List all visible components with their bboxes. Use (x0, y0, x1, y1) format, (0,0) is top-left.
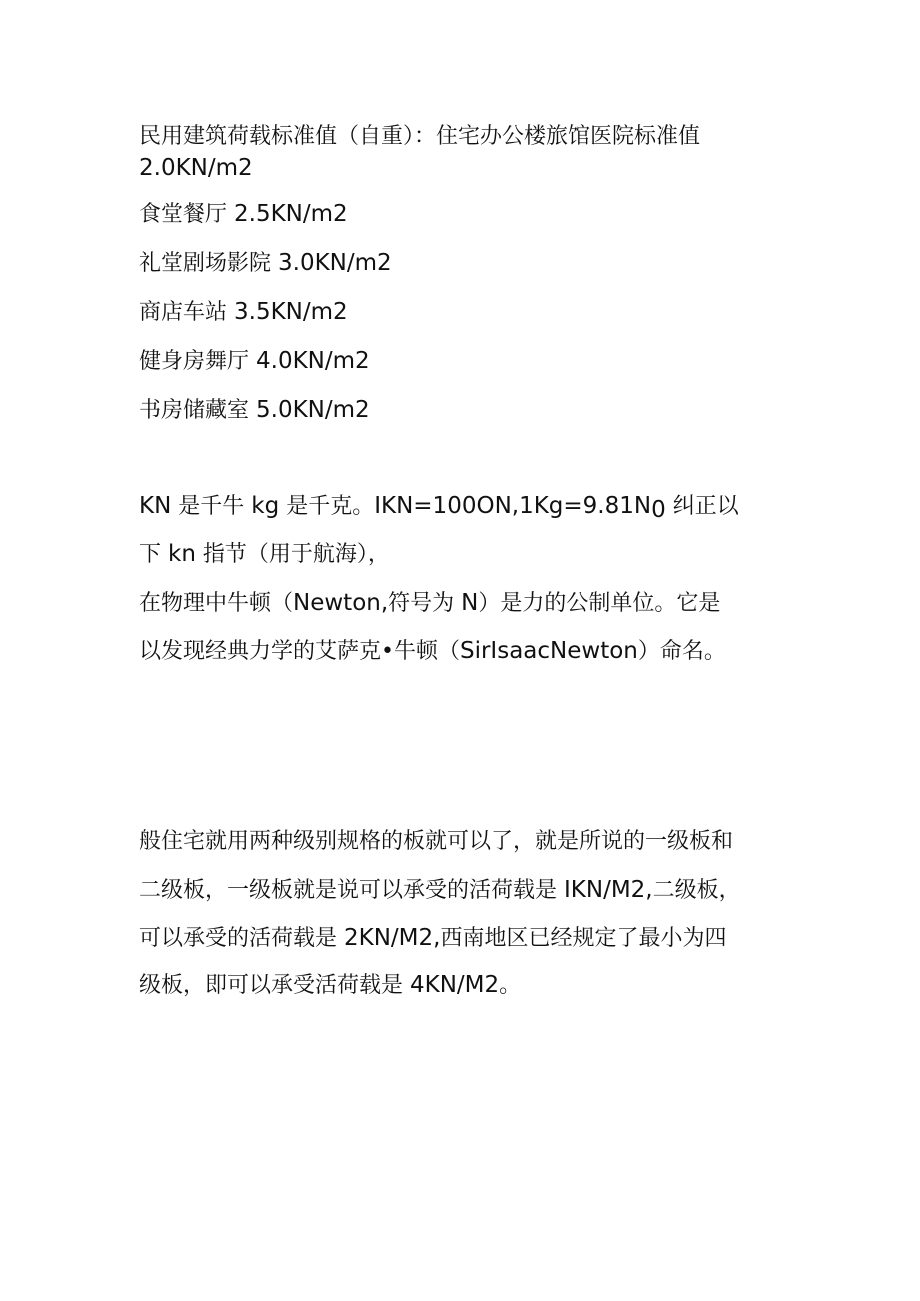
load-item-label: 礼堂剧场影院 (139, 251, 272, 276)
grade4-load: 4KN/M2 (410, 972, 500, 998)
newton-symbol: N (461, 590, 479, 616)
text-segment: 级板，即可以承受活荷载是 (139, 973, 410, 998)
unit-note-line-4 (139, 636, 726, 667)
grade2-load: 2KN/M2, (344, 925, 441, 951)
text-segment: 下 (139, 542, 168, 567)
kn-desc: 是千牛 (171, 494, 252, 519)
load-item-label: 商店车站 (139, 300, 228, 325)
text-segment: 指节（用于航海）， (195, 542, 390, 567)
kg-desc: 是千克。 (279, 494, 375, 519)
load-item-value: 2.5KN/m2 (234, 201, 348, 227)
kn-term: KN (139, 493, 172, 519)
load-item-value: 3.0KN/m2 (278, 250, 392, 276)
load-item-gym (139, 346, 370, 377)
text-segment: 在物理中牛顿（ (139, 591, 294, 616)
grade1-load: IKN/M2, (564, 877, 653, 903)
text-segment: 以发现经典力学的艾萨克•牛顿（ (139, 639, 460, 664)
formula-subscript: 0 (651, 497, 666, 523)
load-item-value: 4.0KN/m2 (256, 348, 370, 374)
kn-knot-term: kn (168, 541, 196, 567)
load-item-canteen (139, 199, 348, 230)
text-segment: 般住宅就用两种级别规格的板就可以了，就是所说的一级板和 (139, 829, 734, 854)
text-segment: 二级板，一级板就是说可以承受的活荷载是 (139, 878, 564, 903)
load-item-study (139, 395, 370, 426)
correction-text: 纠正以 (665, 494, 739, 519)
slab-note-line-1 (139, 827, 733, 857)
load-item-value: 5.0KN/m2 (256, 397, 370, 423)
intro-text: 民用建筑荷载标准值（自重）：住宅办公楼旅馆医院标准值 (139, 124, 701, 149)
newton-fullname: SirIsaacNewton (459, 638, 638, 664)
newton-term: Newton, (293, 590, 389, 616)
text-segment: 二级板， (652, 878, 741, 903)
conversion-formula: IKN=100ON,1Kg=9.81N (374, 493, 652, 519)
text-segment: ）是力的公制单位。它是 (478, 591, 721, 616)
slab-note-line-3 (139, 923, 726, 954)
kg-term: kg (251, 493, 280, 519)
slab-note-line-4 (139, 970, 521, 1001)
intro-value-line (139, 153, 253, 184)
text-segment: 西南地区已经规定了最小为四 (440, 926, 727, 951)
load-item-label: 书房储藏室 (139, 398, 250, 423)
unit-note-line-1 (139, 491, 739, 522)
unit-note-line-2 (139, 539, 390, 570)
load-item-label: 健身房舞厅 (139, 349, 250, 374)
unit-note-line-3 (139, 588, 720, 619)
text-segment: 符号为 (388, 591, 462, 616)
slab-note-line-2 (139, 875, 741, 906)
intro-line (139, 122, 700, 152)
load-item-value: 3.5KN/m2 (234, 299, 348, 325)
load-item-theater (139, 248, 392, 279)
text-segment: ）命名。 (637, 639, 726, 664)
text-segment: 可以承受的活荷载是 (139, 926, 344, 951)
text-segment: 。 (499, 973, 522, 998)
load-item-store (139, 297, 348, 328)
intro-value: 2.0KN/m2 (139, 155, 253, 181)
load-item-label: 食堂餐厅 (139, 202, 228, 227)
